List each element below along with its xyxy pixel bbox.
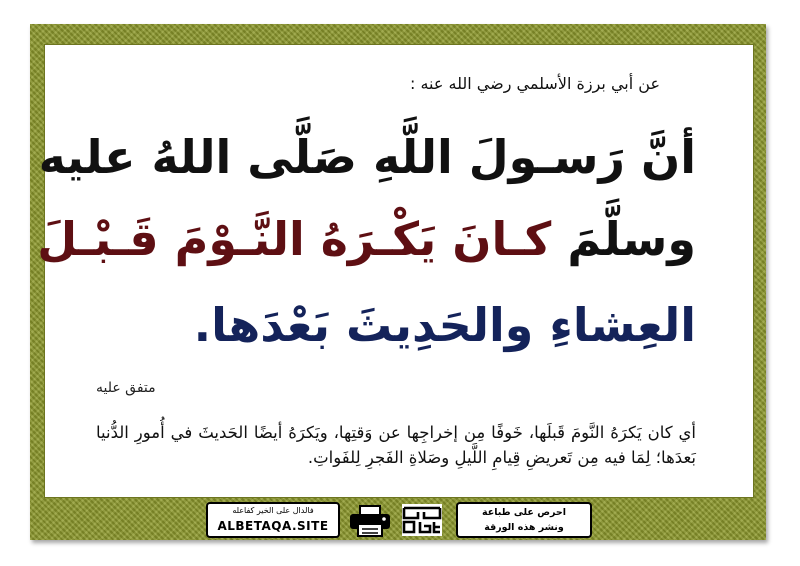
hadith-line-3: العِشاءِ والحَدِيثَ بَعْدَها.	[193, 298, 696, 352]
site-badge[interactable]	[206, 502, 340, 538]
print-reminder-line-2: ونشر هذه الورقة	[484, 522, 564, 533]
hadith-line-1: أنَّ رَسـولَ اللَّهِ صَلَّى اللهُ عليه	[38, 130, 696, 184]
site-tagline: فالدال على الخير كفاعله	[232, 506, 314, 515]
albetaqa-logo-icon	[400, 502, 444, 538]
hadith-line-2-black: وسلَّمَ	[567, 212, 696, 266]
site-url: ALBETAQA.SITE	[217, 519, 329, 533]
footer-bar	[206, 502, 592, 538]
explanation-text: أي كان يَكرَهُ النَّومَ قَبلَها، خَوفًا مِن إخراجِها عن وَقتِها، ويَكرَهُ أيضًا الحَديثَ في أُمورِ الدُّنيا بَعدَها؛ لِمَا فيه مِن تَعريضِ قِيامِ اللَّيلِ وصَلاةِ الفَجرِ لِلفَواتِ.	[96, 423, 696, 467]
print-reminder-badge	[456, 502, 592, 538]
print-reminder-line-1: احرص على طباعة	[481, 507, 567, 518]
hadith-line-2	[37, 212, 696, 266]
printer-icon[interactable]	[348, 505, 392, 537]
narrator-attribution: عن أبي برزة الأسلمي رضي الله عنه :	[410, 74, 660, 93]
hadith-line-2-maroon: كـانَ يَكْـرَهُ النَّـوْمَ قَـبْـلَ	[37, 212, 552, 266]
hadith-source: متفق عليه	[96, 380, 156, 396]
